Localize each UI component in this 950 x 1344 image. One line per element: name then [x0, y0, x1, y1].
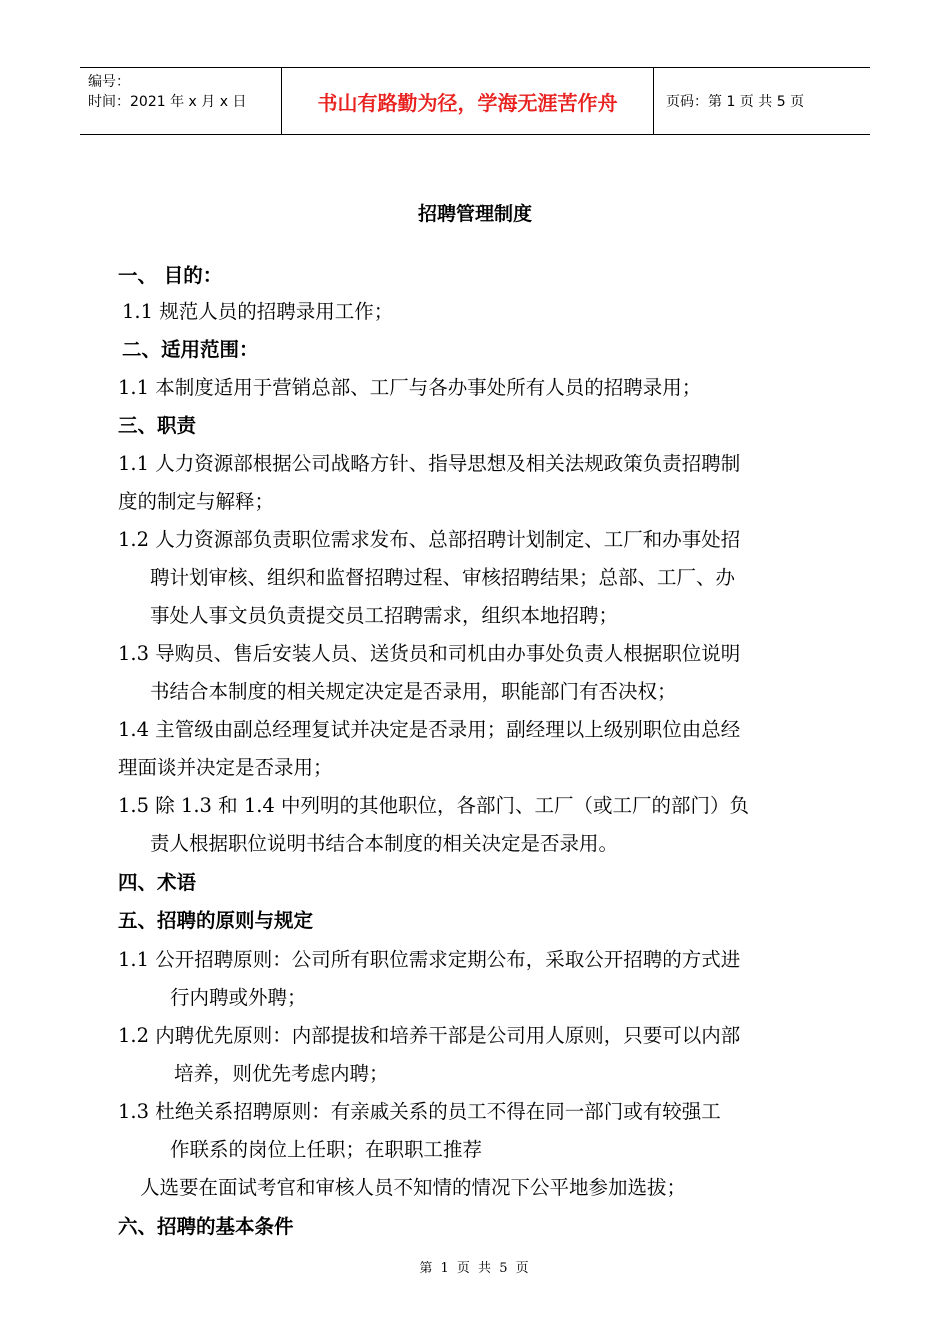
time-label: 时间：2021 年 x 月 x 日 [88, 94, 247, 110]
body-line: 1.3 导购员、售后安装人员、送货员和司机由办事处负责人根据职位说明 [118, 642, 741, 665]
header-page-info: 页码：第 1 页 共 5 页 [666, 94, 805, 110]
body-line: 1.4 主管级由副总经理复试并决定是否录用；副经理以上级别职位由总经 [118, 718, 741, 741]
section-heading: 五、招聘的原则与规定 [118, 909, 314, 932]
body-line: 1.3 杜绝关系招聘原则：有亲戚关系的员工不得在同一部门或有较强工 [118, 1100, 721, 1123]
body-line: 人选要在面试考官和审核人员不知情的情况下公平地参加选拔； [140, 1176, 687, 1199]
body-line: 1.1 本制度适用于营销总部、工厂与各办事处所有人员的招聘录用； [118, 376, 702, 399]
header-table [80, 67, 870, 135]
body-line: 培养，则优先考虑内聘； [174, 1062, 389, 1085]
body-line: 事处人事文员负责提交员工招聘需求，组织本地招聘； [150, 604, 619, 627]
body-line: 作联系的岗位上任职；在职职工推荐 [170, 1138, 483, 1161]
page-footer: 第 1 页 共 5 页 [419, 1261, 531, 1276]
body-line: 1.1 公开招聘原则：公司所有职位需求定期公布，采取公开招聘的方式进 [118, 948, 741, 971]
document-title: 招聘管理制度 [417, 203, 532, 225]
body-line: 书结合本制度的相关规定决定是否录用，职能部门有否决权； [150, 680, 677, 703]
body-line: 责人根据职位说明书结合本制度的相关决定是否录用。 [150, 832, 619, 855]
body-line: 度的制定与解释； [118, 490, 275, 513]
body-line: 1.1 人力资源部根据公司战略方针、指导思想及相关法规政策负责招聘制 [118, 452, 741, 475]
body-line: 1.2 人力资源部负责职位需求发布、总部招聘计划制定、工厂和办事处招 [118, 528, 741, 551]
body-line: 1.5 除 1.3 和 1.4 中列明的其他职位，各部门、工厂（或工厂的部门）负 [118, 794, 750, 817]
section-heading: 二、适用范围： [122, 338, 259, 361]
number-label: 编号： [88, 74, 130, 90]
header-slogan: 书山有路勤为径，学海无涯苦作舟 [282, 68, 654, 134]
body-line: 聘计划审核、组织和监督招聘过程、审核招聘结果；总部、工厂、办 [150, 566, 736, 589]
body-line: 1.1 规范人员的招聘录用工作； [122, 300, 394, 323]
body-line: 行内聘或外聘； [170, 986, 307, 1009]
body-line: 1.2 内聘优先原则：内部提拔和培养干部是公司用人原则，只要可以内部 [118, 1024, 741, 1047]
section-heading: 四、术语 [118, 871, 197, 894]
body-line: 理面谈并决定是否录用； [118, 756, 333, 779]
section-heading: 三、职责 [118, 414, 197, 437]
section-heading: 六、招聘的基本条件 [118, 1215, 294, 1238]
section-heading: 一、 目的： [118, 264, 223, 287]
header-meta [80, 68, 282, 134]
